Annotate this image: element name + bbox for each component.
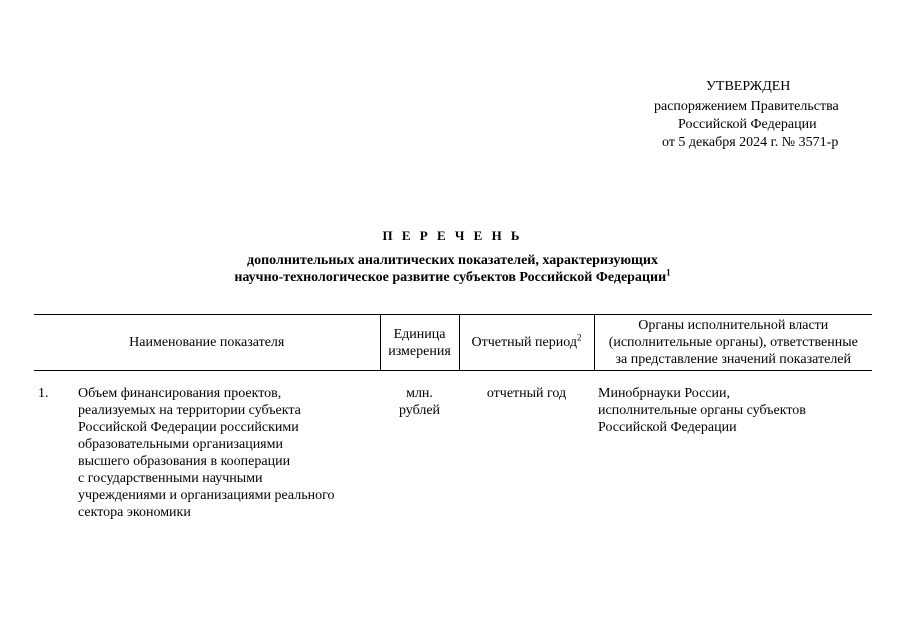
- name-line: образовательными организациями: [78, 437, 283, 452]
- table-row: [34, 385, 872, 521]
- approval-line-1: распоряжением Правительства: [654, 99, 839, 114]
- header-unit: [380, 315, 459, 371]
- org-line: Российской Федерации: [598, 420, 737, 435]
- header-period: [459, 315, 594, 371]
- name-line: Объем финансирования проектов,: [78, 386, 282, 401]
- document-subheading: [0, 252, 905, 286]
- header-org-line-1: Органы исполнительной власти: [638, 318, 829, 333]
- header-org-line-3: за представление значений показателей: [615, 352, 852, 367]
- header-period-text: Отчетный период: [471, 335, 577, 350]
- name-line: Российской Федерации российскими: [78, 420, 299, 435]
- approval-title: УТВЕРЖДЕН: [706, 79, 791, 94]
- footnote-marker-1: 1: [666, 267, 671, 278]
- subheading-line-2: [0, 269, 905, 286]
- row-unit: [380, 385, 459, 521]
- org-line: Минобрнауки России,: [598, 386, 731, 401]
- table-header-row: [34, 315, 872, 371]
- name-line: высшего образования в кооперации: [78, 454, 291, 469]
- header-responsible-bodies: [594, 315, 872, 371]
- footnote-marker-2: 2: [576, 332, 582, 343]
- approval-line-3: от 5 декабря 2024 г. № 3571-р: [662, 135, 839, 150]
- indicators-table: [34, 314, 872, 521]
- header-indicator-name: Наименование показателя: [34, 315, 380, 371]
- name-line: учреждениями и организациями реального: [78, 488, 335, 503]
- row-number: 1.: [38, 386, 49, 401]
- org-line: исполнительные органы субъектов: [598, 403, 806, 418]
- header-unit-line-2: измерения: [388, 343, 451, 359]
- unit-line: млн.: [406, 386, 433, 401]
- name-line: сектора экономики: [78, 505, 191, 520]
- header-unit-line-1: Единица: [393, 326, 446, 342]
- subheading-line-1: дополнительных аналитических показателей, характеризующих: [247, 253, 658, 268]
- subheading-line-2-text: научно-технологическое развитие субъектов Российской Федерации: [234, 270, 667, 285]
- row-responsible-bodies: [594, 385, 872, 521]
- unit-line: рублей: [398, 403, 441, 418]
- row-period: отчетный год: [486, 386, 567, 401]
- row-indicator-name: [74, 385, 380, 521]
- name-line: с государственными научными: [78, 471, 263, 486]
- name-line: реализуемых на территории субъекта: [78, 403, 301, 418]
- header-org-line-2: (исполнительные органы), ответственные: [608, 335, 858, 350]
- document-heading: П Е Р Е Ч Е Н Ь: [382, 228, 523, 243]
- approval-line-2: Российской Федерации: [678, 117, 817, 132]
